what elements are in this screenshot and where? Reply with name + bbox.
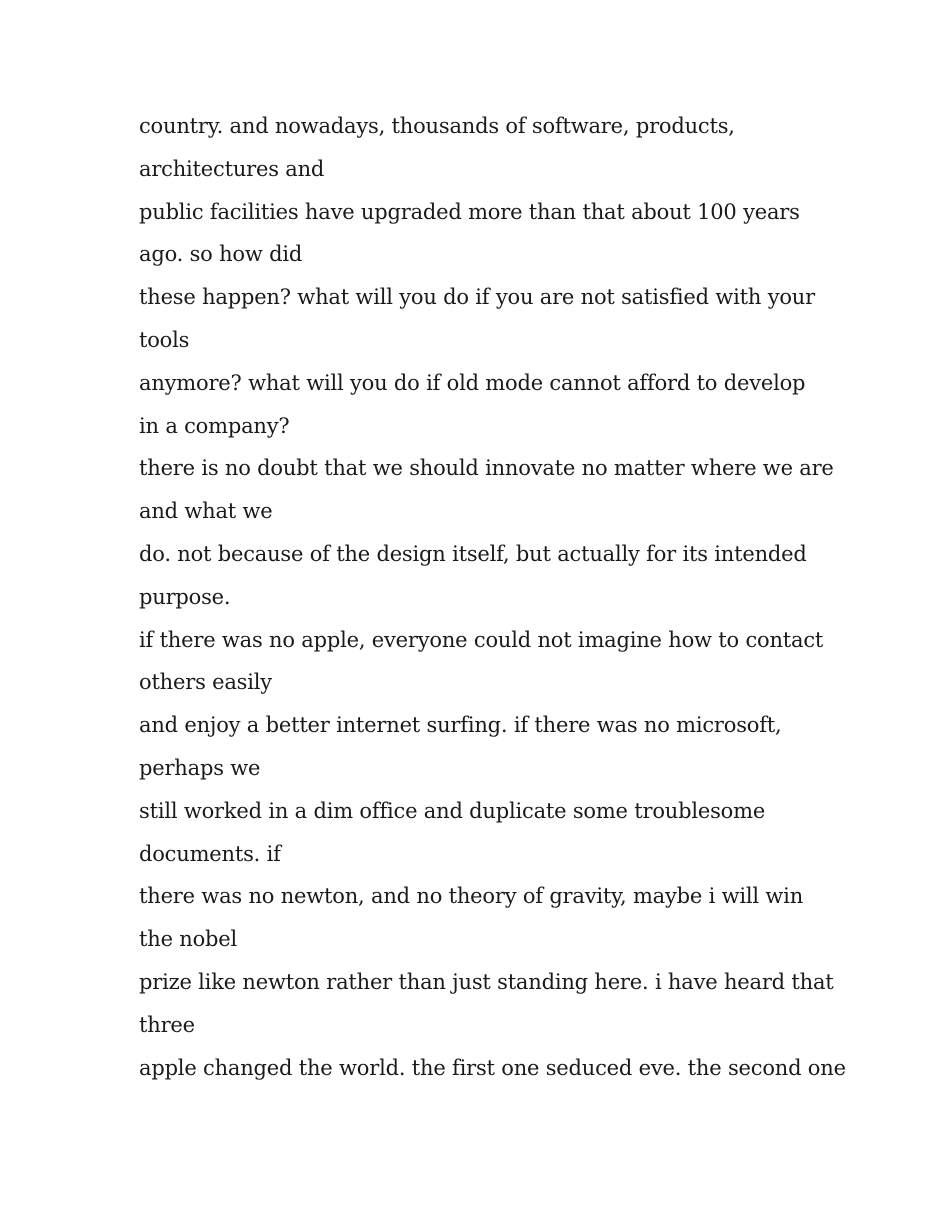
text-line: if there was no apple, everyone could not imagine how to contact	[139, 627, 824, 652]
text-line: there was no newton, and no theory of gravity, maybe i will win	[139, 884, 804, 909]
text-line: documents. if	[139, 841, 281, 866]
text-line: still worked in a dim office and duplicate some troublesome	[139, 798, 766, 823]
text-line: others easily	[139, 670, 272, 695]
text-line: and what we	[139, 499, 273, 524]
text-line: tools	[139, 327, 190, 352]
text-line: purpose.	[139, 584, 231, 609]
text-line: these happen? what will you do if you are not satisfied with your	[139, 285, 815, 310]
text-line: there is no doubt that we should innovate no matter where we are	[139, 456, 834, 481]
text-line: anymore? what will you do if old mode cannot afford to develop	[139, 370, 806, 395]
text-line: in a company?	[139, 413, 290, 438]
text-line: the nobel	[139, 927, 238, 952]
text-line: and enjoy a better internet surfing. if there was no microsoft,	[139, 713, 782, 738]
text-line: prize like newton rather than just standing here. i have heard that	[139, 969, 834, 994]
text-line: apple changed the world. the first one seduced eve. the second one	[139, 1055, 846, 1080]
text-line: ago. so how did	[139, 242, 303, 267]
text-line: three	[139, 1012, 195, 1037]
document-body-text	[139, 105, 846, 1089]
text-line: architectures and	[139, 156, 325, 181]
text-line: do. not because of the design itself, but actually for its intended	[139, 541, 807, 566]
text-line: perhaps we	[139, 755, 261, 780]
text-line: public facilities have upgraded more than that about 100 years	[139, 199, 800, 224]
text-line: country. and nowadays, thousands of software, products,	[139, 114, 735, 138]
